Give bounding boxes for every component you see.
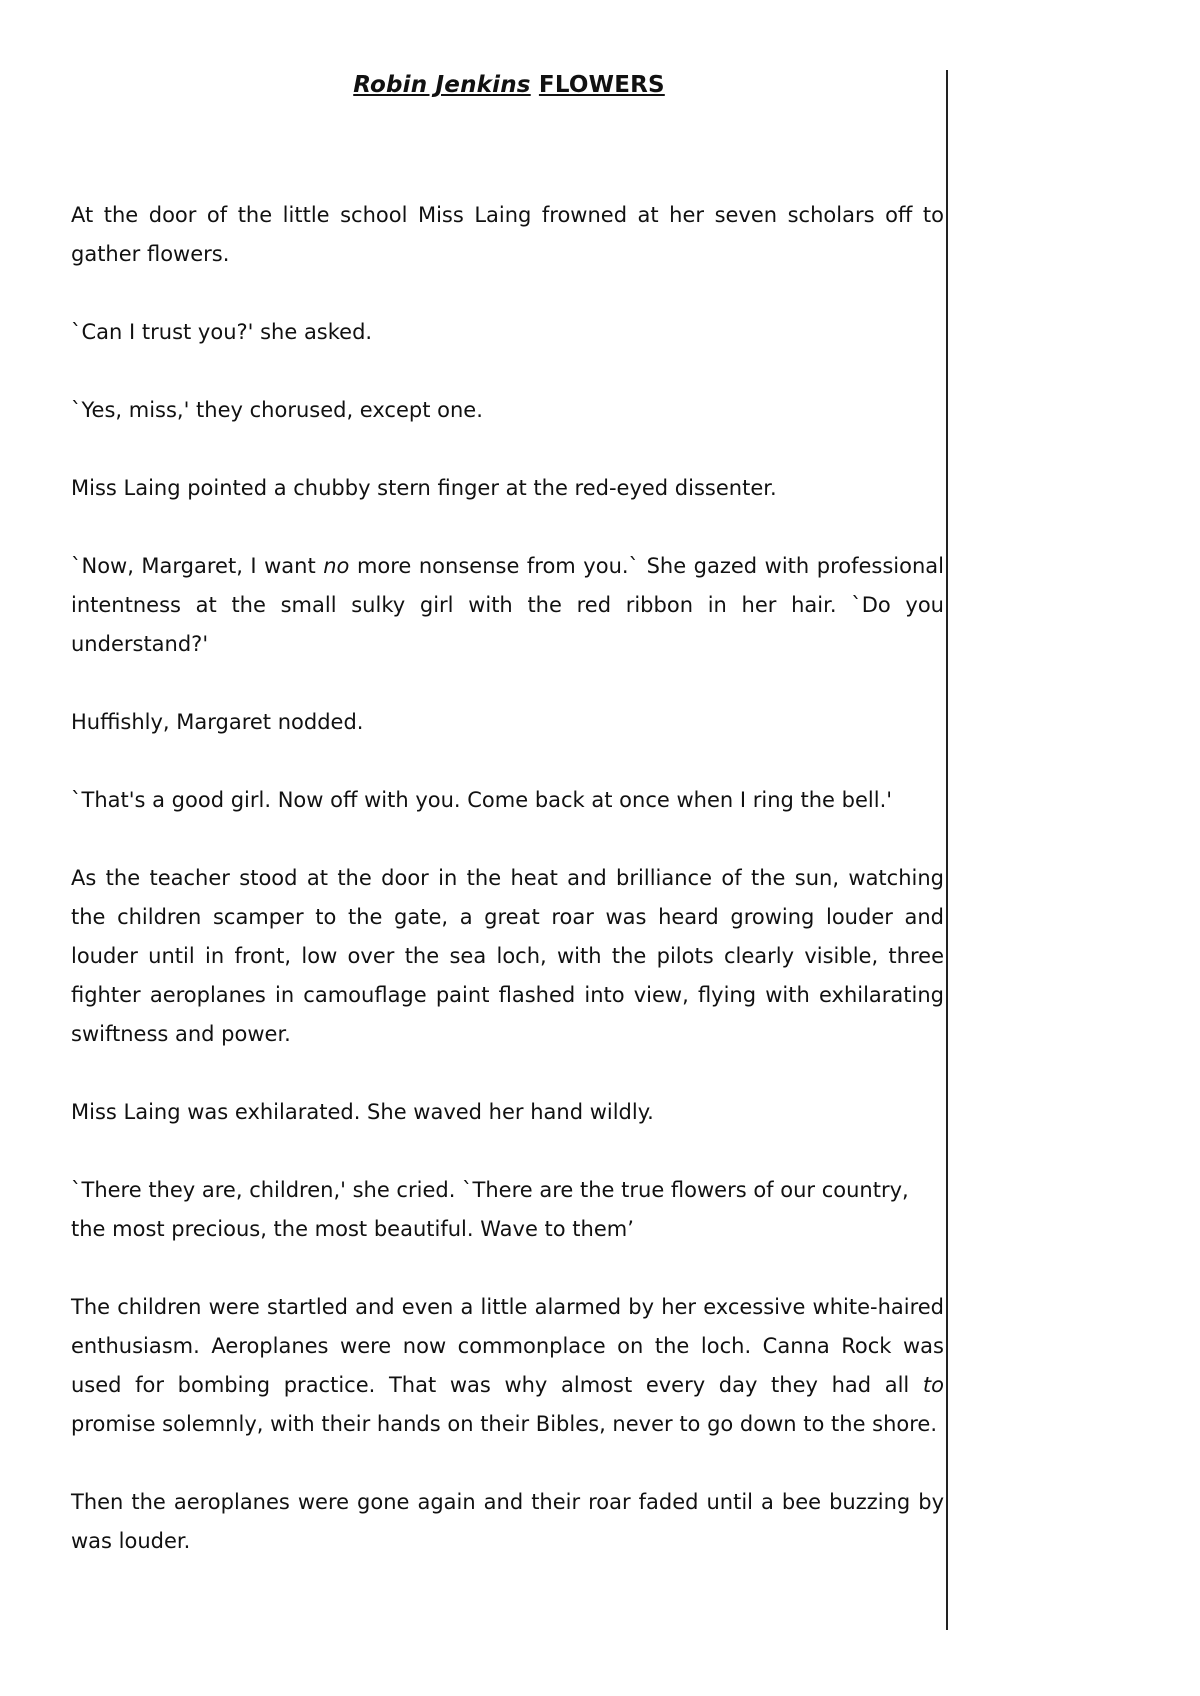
paragraph-7: `That's a good girl. Now off with you. Come back at once when I ring the bell.': [71, 788, 893, 812]
paragraph-6: Huffishly, Margaret nodded.: [71, 710, 364, 734]
title-author: Robin Jenkins: [353, 72, 531, 98]
paragraph-8: As the teacher stood at the door in the heat and brilliance of the sun, watching the children scamper to the gate, a great roar was heard growing louder and louder until in front, low over the sea loch, with the pilots clearly visible, three fighter aeroplanes in camouflage paint flashed into view, flying with exhilarating swiftness and power.: [71, 866, 944, 1046]
paragraph-5: [71, 547, 944, 664]
paragraph-11-part-a: The children were startled and even a little alarmed by her excessive white-haired enthusiasm. Aeroplanes were now commonplace on the loch. Canna Rock was used for bombing practice. That was why almost every day they had all: [71, 1295, 944, 1397]
paragraph-2: `Can I trust you?' she asked.: [71, 320, 373, 344]
document-title: [0, 72, 1018, 98]
paragraph-4: Miss Laing pointed a chubby stern finger at the red-eyed dissenter.: [71, 476, 777, 500]
paragraph-11-part-b: promise solemnly, with their hands on their Bibles, never to go down to the shore.: [71, 1412, 938, 1436]
paragraph-11-emphasis: to: [922, 1373, 944, 1397]
paragraph-11: [71, 1288, 944, 1444]
paragraph-10: `There they are, children,' she cried. `There are the true flowers of our country, the most precious, the most beautiful. Wave to them’: [71, 1178, 909, 1241]
margin-rule: [946, 70, 948, 1630]
paragraph-12: Then the aeroplanes were gone again and their roar faded until a bee buzzing by was louder.: [71, 1490, 944, 1553]
story-body: [71, 196, 944, 1561]
paragraph-9: Miss Laing was exhilarated. She waved her hand wildly.: [71, 1100, 654, 1124]
paragraph-3: `Yes, miss,' they chorused, except one.: [71, 398, 483, 422]
paragraph-5-part-b: more nonsense from you.` She gazed with professional intentness at the small sulky girl with the red ribbon in her hair. `Do you understand?': [71, 554, 944, 656]
paragraph-5-emphasis: no: [323, 554, 350, 578]
paragraph-5-part-a: `Now, Margaret, I want: [71, 554, 324, 578]
title-work: FLOWERS: [538, 72, 665, 98]
paragraph-1: At the door of the little school Miss Laing frowned at her seven scholars off to gather flowers.: [71, 203, 944, 266]
